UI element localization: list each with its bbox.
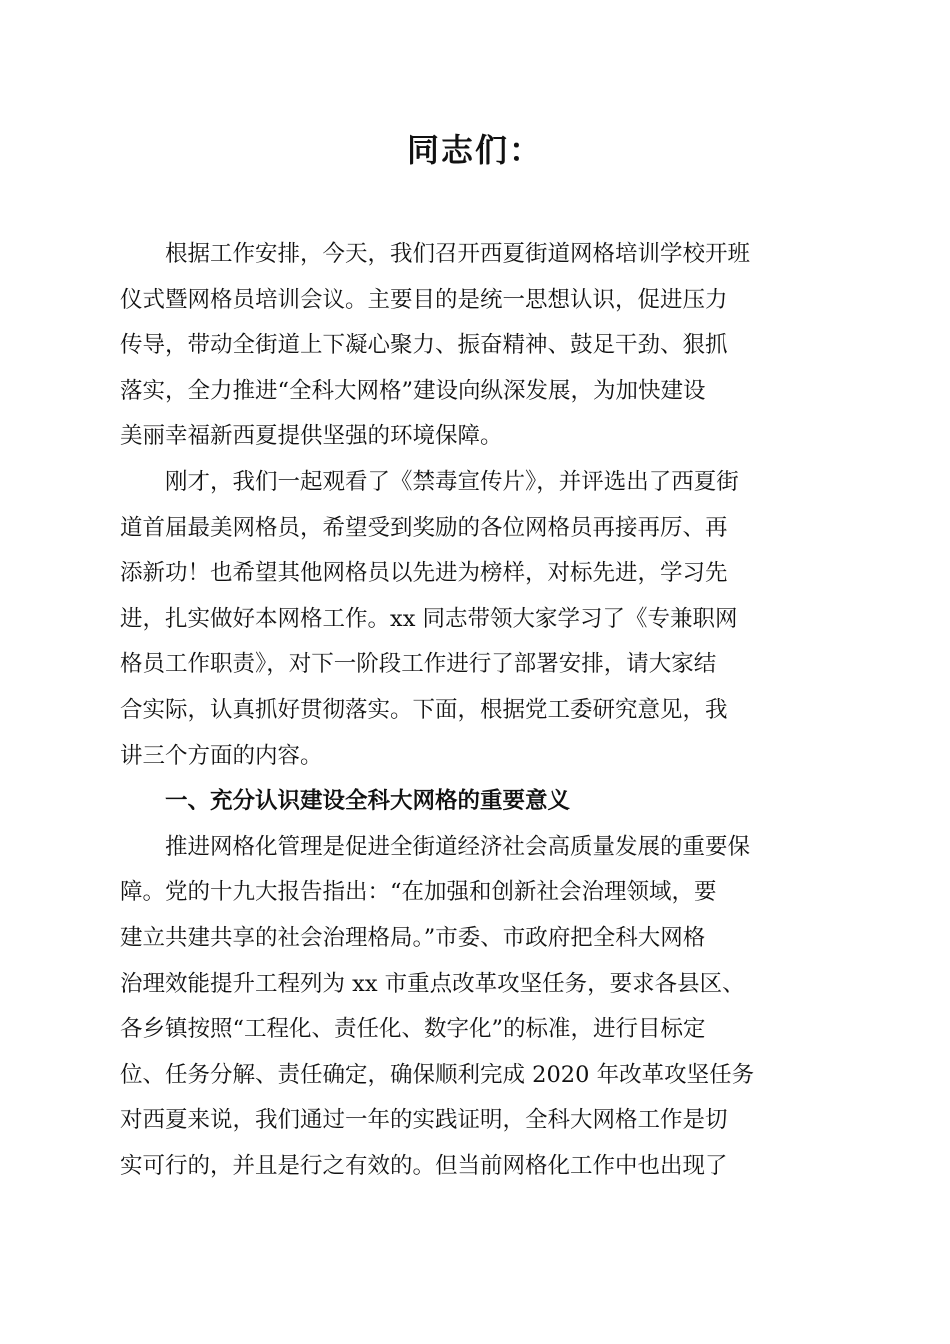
paragraph-line: 根据工作安排，今天，我们召开西夏街道网格培训学校开班 xyxy=(165,241,751,267)
paragraph-line: 美丽幸福新西夏提供坚强的环境保障。 xyxy=(120,423,503,450)
paragraph-line: 障。党的十九大报告指出：“在加强和创新社会治理领域，要 xyxy=(120,879,717,906)
paragraph-line: 位、任务分解、责任确定，确保顺利完成 2020 年改革攻坚任务 xyxy=(120,1061,755,1088)
paragraph-line: 治理效能提升工程列为 xx 市重点改革攻坚任务，要求各县区、 xyxy=(120,970,745,997)
paragraph-line: 合实际，认真抓好贯彻落实。下面，根据党工委研究意见，我 xyxy=(120,696,728,723)
page-title: 同志们： xyxy=(406,131,543,169)
body-text xyxy=(120,232,822,1189)
paragraph-line: 对西夏来说，我们通过一年的实践证明，全科大网格工作是切 xyxy=(120,1107,728,1134)
paragraph-line: 讲三个方面的内容。 xyxy=(120,742,323,769)
section-heading: 一、充分认识建设全科大网格的重要意义 xyxy=(165,788,571,815)
paragraph-line: 各乡镇按照“工程化、责任化、数字化”的标准，进行目标定 xyxy=(120,1016,706,1043)
paragraph-line: 添新功！也希望其他网格员以先进为榜样，对标先进，学习先 xyxy=(120,560,728,587)
paragraph-line: 仪式暨网格员培训会议。主要目的是统一思想认识，促进压力 xyxy=(120,286,728,313)
paragraph-line: 进，扎实做好本网格工作。xx 同志带领大家学习了《专兼职网 xyxy=(120,605,738,632)
paragraph-line: 落实，全力推进“全科大网格”建设向纵深发展，为加快建设 xyxy=(120,377,706,404)
paragraph-line: 建立共建共享的社会治理格局。”市委、市政府把全科大网格 xyxy=(120,924,706,951)
paragraph-line: 刚才，我们一起观看了《禁毒宣传片》，并评选出了西夏街 xyxy=(165,468,739,495)
paragraph-line: 格员工作职责》，对下一阶段工作进行了部署安排，请大家结 xyxy=(120,651,717,678)
paragraph-line: 传导，带动全街道上下凝心聚力、振奋精神、鼓足干劲、狠抓 xyxy=(120,332,728,359)
paragraph-line: 道首届最美网格员，希望受到奖励的各位网格员再接再厉、再 xyxy=(120,514,728,541)
paragraph-line: 推进网格化管理是促进全街道经济社会高质量发展的重要保 xyxy=(165,833,751,860)
paragraph-line: 实可行的，并且是行之有效的。但当前网格化工作中也出现了 xyxy=(120,1152,728,1179)
